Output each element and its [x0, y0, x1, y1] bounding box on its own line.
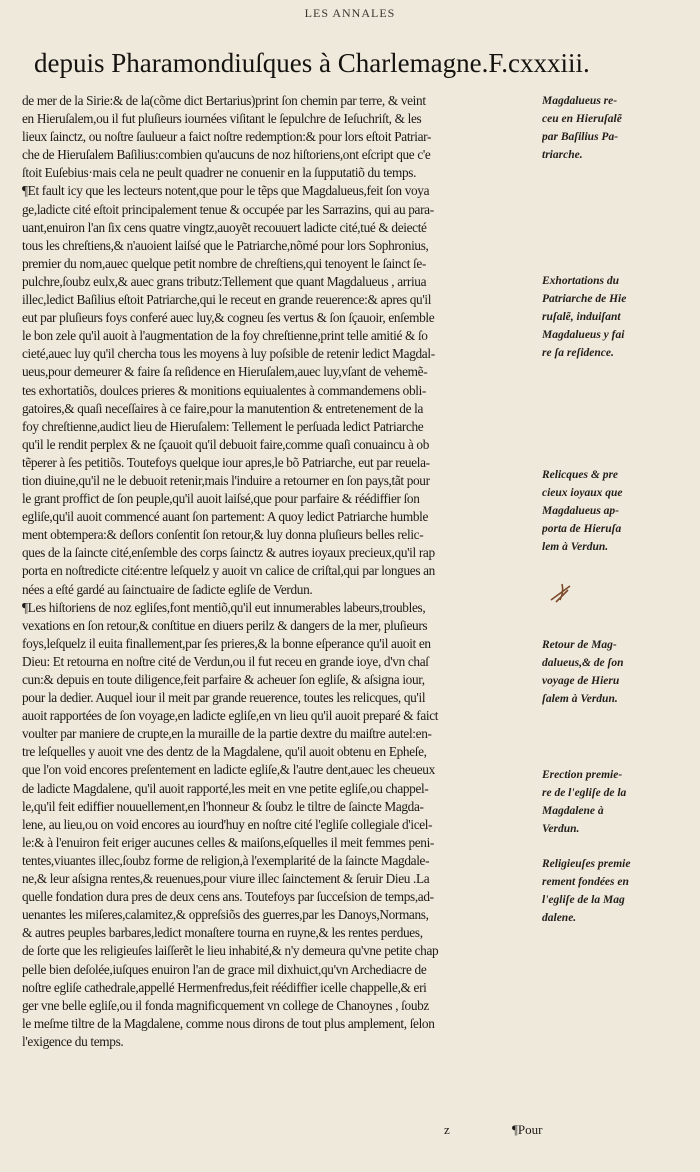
text-line: ment obtempera:& deſlors conſentit ſon retour,& luy donna pluſieurs belles relic- — [22, 527, 424, 543]
text-line: pelle bien deſolée,iuſques enuiron l'an de grace mil dixhuict,qu'vn Archediacre de — [22, 961, 427, 977]
text-line: le meſme tiltre de la Magdalene, comme nous dirons de tout plus amplement, ſelon — [22, 1015, 435, 1031]
margin-note-retour — [542, 636, 692, 708]
text-line: egliſe,qu'il auoit commencé auant ſon partement: A quoy ledict Patriarche humble — [22, 509, 429, 525]
text-line: che de Hieruſalem Baſilius:combien qu'aucuns de noz hiſtoriens,ont eſcript que c'e — [22, 147, 431, 163]
margin-note-line: dalene. — [542, 912, 577, 924]
margin-note-magdalueus-recu — [542, 92, 692, 164]
margin-note-line: rement fondées en — [542, 876, 629, 888]
text-line: tous les chreſtiens,& n'auoient laiſsé que le Patriarche,nõmé pour lors Sophronius, — [22, 237, 429, 253]
margin-note-line: porta de Hieruſa — [542, 523, 622, 535]
margin-note-line: par Baſilius Pa- — [542, 131, 619, 143]
text-line: le:& à l'enuiron feit eriger aucunes celles & maiſons,eſquelles il meit femmes peni- — [22, 834, 435, 850]
text-line: vexations en ſon retour,& conſtitue en diuers perilz & dangers de la mer, pluſieurs — [22, 617, 428, 633]
margin-note-relicques — [542, 466, 692, 556]
ink-mark-icon — [548, 582, 574, 604]
text-line: illec,ledict Baſilius eſtoit Patriarche,qui le receut en grande reuerence:& apres qu'il — [22, 292, 432, 308]
margin-note-religieuses — [542, 855, 692, 927]
text-line: le bon zele qu'il auoit à l'augmentation de la foy chreſtienne,print telle amitié & ſo — [22, 328, 428, 344]
catchword: ¶Pour — [512, 1122, 543, 1137]
margin-note-line: Magdalueus y fai — [542, 329, 625, 341]
text-line: de mer de la Sirie:& de la(cõme dict Bertarius)print ſon chemin par terre, & veint — [22, 93, 426, 108]
text-line: eut par pluſieurs foys conferé auec luy,& cogneu ſes vertus & ſon ſçauoir, enſemble — [22, 310, 435, 326]
text-line: quelle fondation dura pres de deux cens ans. Toutefoys par ſucceſsion de temps,ad- — [22, 889, 434, 905]
running-head: depuis Pharamondiuſques à Charlemagne.F.cxxxiii. — [34, 48, 590, 78]
margin-note-erection — [542, 766, 692, 838]
text-line: l'exigence du temps. — [22, 1033, 124, 1049]
text-line: porta en noſtredicte cité:entre leſquelz y auoit vn calice de criſtal,qui par longues an — [22, 563, 435, 579]
text-line: lieux ſainctz, ou noſtre ſaulueur a faict noſtre redemption:& pour lors eſtoit Patriar- — [22, 129, 432, 145]
margin-note-line: Erection premie- — [542, 769, 623, 781]
text-line: & autres peuples barbares,ledict monaſtere tourna en ruyne,& les rentes perdues, — [22, 925, 423, 941]
margin-note-line: lem à Verdun. — [542, 541, 609, 553]
margin-note-line: Religieuſes premie — [542, 858, 631, 870]
text-line: de ladicte Magdalene, qu'il auoit rapporté,les meit en vne petite egliſe,ou chappel- — [22, 780, 429, 796]
text-line: ge,ladicte cité eſtoit principalement tenue & occupée par les Sarrazins, qui au para- — [22, 201, 434, 217]
text-line: ne,& leur aſsigna rentes,& reuenues,pour viure illec ſainctement & ſeruir Dieu .La — [22, 871, 430, 887]
margin-note-line: l'egliſe de la Mag — [542, 894, 625, 906]
text-line: premier du nom,auec quelque petit nombre de chreſtiens,qui tenoyent le ſainct ſe- — [22, 255, 427, 271]
margin-note-line: cieux ioyaux que — [542, 487, 623, 499]
margin-note-line: Verdun. — [542, 823, 580, 835]
margin-note-line: dalueus,& de ſon — [542, 657, 624, 669]
margin-note-line: Retour de Mag- — [542, 639, 617, 651]
text-line: tentes,viuantes illec,ſoubz forme de religion,à l'exemplarité de la ſaincte Magdale- — [22, 852, 430, 868]
text-line: tẽperer à ſes petitiõs. Toutefoys quelque iour apres,le bõ Patriarche, eut par reuela- — [22, 454, 430, 470]
text-line: noſtre egliſe cathedrale,appellé Hermenfredus,feit réédiffier icelle chappelle,& eri — [22, 979, 427, 995]
text-line: ueus,pour demeurer & faire ſa reſidence en Hieruſalem,auec luy,vſant de vehemẽ- — [22, 364, 428, 380]
text-line: qu'il le rendit perplex & ne ſçauoit qu'il debuoit faire,comme quaſi conuaincu à ob — [22, 436, 430, 452]
text-line: ſtoit Euſebius·mais cela ne peult quadrer ne conuenir en la ſupputatiõ du temps. — [22, 165, 417, 181]
text-line: voulter par maniere de crupte,en la muraille de la partie dextre du maiſtre autel:en- — [22, 726, 432, 742]
text-line: uenantes les miſeres,calamitez,& oppreſsiõs des guerres,par les Danoys,Normans, — [22, 907, 429, 923]
margin-note-line: Magdalueus ap- — [542, 505, 619, 517]
margin-note-exhortations — [542, 272, 692, 362]
text-line: lene, au lieu,ou on void encores au iourd'huy en noſtre cité l'egliſe collegiale d'icel- — [22, 816, 433, 832]
text-line: auoit rapportées de ſon voyage,en ladicte egliſe,en vn lieu qu'il auoit preparé & faict — [22, 708, 439, 724]
signature-mark: z — [444, 1122, 450, 1137]
text-line: cieté,auec luy qu'il chercha tous les moyens à luy poſsible de retenir ledict Magdal- — [22, 346, 435, 362]
text-line: gatoires,& quaſi neceſſaires à ce faire,pour la manutention & entretenement de la — [22, 400, 424, 416]
margin-note-line: voyage de Hieru — [542, 675, 620, 687]
margin-note-line: Exhortations du — [542, 275, 620, 287]
text-line: ger vne belle egliſe,ou il fonda magnificquement vn college de Chanoynes , ſoubz — [22, 997, 429, 1013]
margin-note-line: re de l'egliſe de la — [542, 787, 627, 799]
text-line: Dieu: Et retourna en noſtre cité de Verdun,ou il fut receu en grande ioye, d'vn chaſ — [22, 653, 429, 669]
text-line: nées a eſté gardé au ſainctuaire de ſadicte egliſe de Verdun. — [22, 581, 313, 597]
text-line: en Hieruſalem,ou il fut pluſieurs iournées viſitant le ſepulchre de Ieſuchriſt, & les — [22, 111, 422, 127]
top-cropped-heading: LES ANNALES — [304, 6, 396, 20]
margin-note-line: Magdalene à — [542, 805, 604, 817]
margin-note-line: triarche. — [542, 149, 583, 161]
text-line: ¶Et fault icy que les lecteurs notent,que pour le tẽps que Magdalueus,feit ſon voya — [22, 183, 430, 199]
margin-note-line: ruſalẽ, induiſant — [542, 311, 621, 323]
text-line: pour la dedier. Auquel iour il meit par grande reuerence, toutes les relicques, qu'il — [22, 690, 426, 706]
margin-note-line: Magdalueus re- — [542, 95, 618, 107]
text-line: foys,leſquelz il euita finallement,par ſes prieres,& la bonne eſperance qu'il auoit en — [22, 635, 431, 651]
text-line: tes exhortatiõs, doulces prieres & monitions equiualentes à commandemens obli- — [22, 382, 427, 398]
text-line: ¶Les hiſtoriens de noz egliſes,font mentiõ,qu'il eut innumerables labeurs,troubles, — [22, 599, 426, 615]
margin-note-line: Patriarche de Hie — [542, 293, 627, 305]
margin-note-line: ceu en Hieruſalẽ — [542, 113, 622, 125]
text-line: uant,enuiron l'an ſix cens quatre vingtz,auoyẽt recouuert ladicte cité,tué & deiecté — [22, 219, 427, 235]
margin-note-line: ſalem à Verdun. — [542, 693, 618, 705]
margin-note-line: Relicques & pre — [542, 469, 619, 481]
text-line: foy chreſtienne,audict lieu de Hieruſalem: Tellement le perſuada ledict Patriarche — [22, 418, 424, 434]
text-line: le grant proffict de ſon peuple,qu'il auoit laiſsé,que pour parfaire & réédiffier ſon — [22, 491, 420, 507]
text-line: ques de la ſaincte cité,enſemble des corps ſainctz & autres ioyaux precieux,qu'il rap — [22, 545, 435, 561]
text-line: pulchre,ſoubz eulx,& auec grans tributz:Tellement que quant Magdalueus , arriua — [22, 273, 427, 289]
text-line: tion diuine,qu'il ne le debuoit retenir,mais l'induire a retourner en ſon pays,tãt pour — [22, 472, 430, 488]
text-line: le,qu'il feit ediffier nouuellement,en l'honneur & ſoubz le tiltre de ſaincte Magda- — [22, 798, 424, 814]
page-footer — [0, 1118, 700, 1142]
text-line: de ſorte que les religieuſes laiſſerẽt le lieu inhabité,& n'y demeura qu'vne petite chap — [22, 943, 439, 959]
text-line: que l'on void encores preſentement en ladicte egliſe,& l'autre dent,auec les cheueux — [22, 762, 435, 778]
text-line: cun:& depuis en toute diligence,feit parfaire & acheuer ſon egliſe, & aſsigna iour, — [22, 672, 425, 687]
margin-note-line: re ſa reſidence. — [542, 347, 614, 359]
text-line: tre leſquelles y auoit vne des dentz de la Magdalene, qu'il auoit obtenu en Epheſe, — [22, 744, 427, 760]
